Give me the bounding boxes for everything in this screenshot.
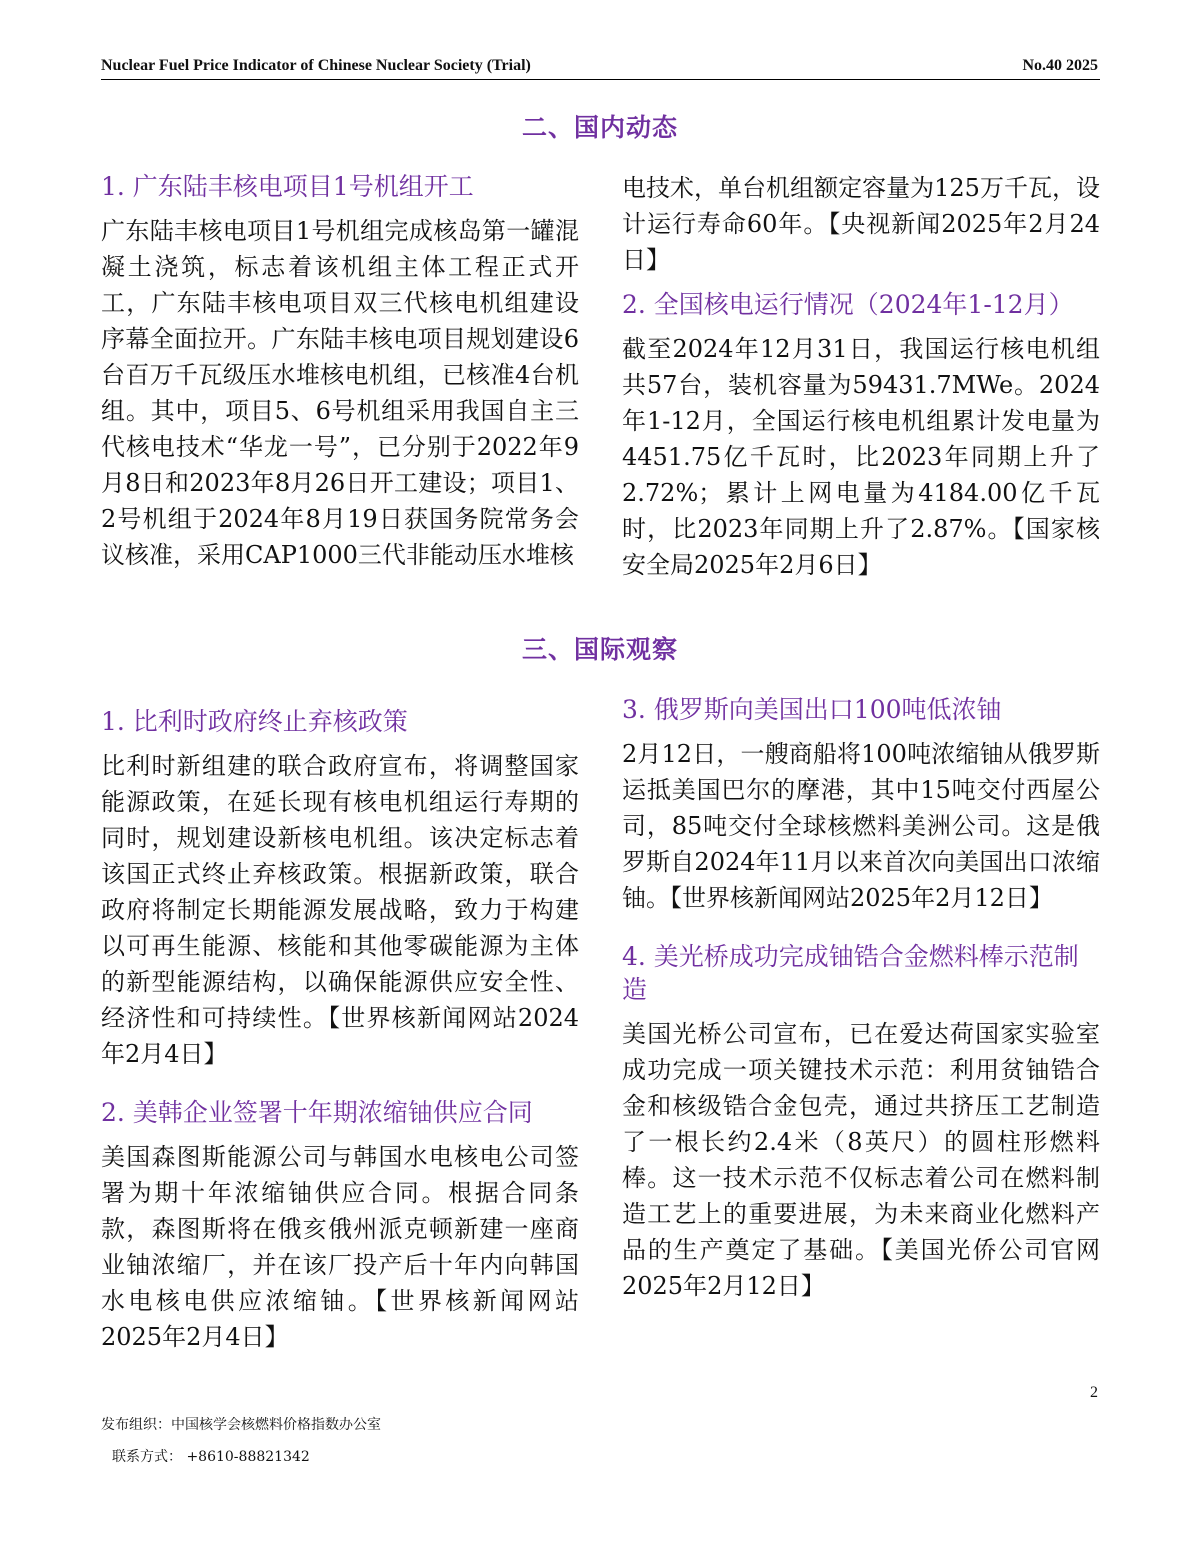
domestic-item-2-body: 截至2024年12月31日，我国运行核电机组共57台，装机容量为59431.7MWe。2024年1-12月，全国运行核电机组累计发电量为4451.75亿千瓦时，比2023年同期上升了2.72%；累计上网电量为4184.00亿千瓦时，比2023年同期上升了2.87%。【国家核安全局2025年2月6日】 — [622, 335, 1100, 579]
domestic-item-1-body-continued: 电技术，单台机组额定容量为125万千瓦，设计运行寿命60年。【央视新闻2025年2月24日】 — [622, 174, 1100, 274]
international-left-column — [101, 705, 579, 1355]
section-title-domestic: 二、国内动态 — [521, 113, 678, 142]
international-item-1-title: 1. 比利时政府终止弃核政策 — [101, 707, 408, 736]
page-header — [101, 55, 1100, 80]
footer-contact: 联系方式： +8610-88821342 — [112, 1449, 310, 1465]
domestic-left-column — [101, 170, 579, 573]
international-item-1-body: 比利时新组建的联合政府宣布，将调整国家能源政策，在延长现有核电机组运行寿期的同时，规划建设新核电机组。该决定标志着该国正式终止弃核政策。根据新政策，联合政府将制定长期能源发展战略，致力于构建以可再生能源、核能和其他零碳能源为主体的新型能源结构，以确保能源供应安全性、经济性和可持续性。【世界核新闻网站2024年2月4日】 — [101, 752, 579, 1068]
domestic-right-column — [622, 170, 1100, 583]
international-item-3-body: 2月12日，一艘商船将100吨浓缩铀从俄罗斯运抵美国巴尔的摩港，其中15吨交付西屋公司，85吨交付全球核燃料美洲公司。这是俄罗斯自2024年11月以来首次向美国出口浓缩铀。【世界核新闻网站2025年2月12日】 — [622, 740, 1100, 912]
international-item-3-title: 3. 俄罗斯向美国出口100吨低浓铀 — [622, 695, 1002, 724]
international-item-4-body: 美国光桥公司宣布，已在爱达荷国家实验室成功完成一项关键技术示范：利用贫铀锆合金和核级锆合金包壳，通过共挤压工艺制造了一根长约2.4米（8英尺）的圆柱形燃料棒。这一技术示范不仅标志着公司在燃料制造工艺上的重要进展，为未来商业化燃料产品的生产奠定了基础。【美国光侨公司官网2025年2月12日】 — [622, 1020, 1100, 1300]
domestic-item-2-title: 2. 全国核电运行情况（2024年1-12月） — [622, 290, 1074, 319]
section-title-international: 三、国际观察 — [521, 635, 678, 664]
international-item-2-body: 美国森图斯能源公司与韩国水电核电公司签署为期十年浓缩铀供应合同。根据合同条款，森图斯将在俄亥俄州派克顿新建一座商业铀浓缩厂，并在该厂投产后十年内向韩国水电核电供应浓缩铀。【世界核新闻网站2025年2月4日】 — [101, 1143, 579, 1351]
international-item-4-title: 4. 美光桥成功完成铀锆合金燃料棒示范制造 — [622, 942, 1079, 1004]
issue-number: No.40 2025 — [1022, 57, 1098, 74]
publication-title: Nuclear Fuel Price Indicator of Chinese Nuclear Society (Trial) — [101, 57, 531, 74]
footer-publisher: 发布组织：中国核学会核燃料价格指数办公室 — [101, 1417, 381, 1433]
domestic-item-1-body: 广东陆丰核电项目1号机组完成核岛第一罐混凝土浇筑，标志着该机组主体工程正式开工，广东陆丰核电项目双三代核电机组建设序幕全面拉开。广东陆丰核电项目规划建设6台百万千瓦级压水堆核电机组，已核准4台机组。其中，项目5、6号机组采用我国自主三代核电技术“华龙一号”，已分别于2022年9月8日和2023年8月26日开工建设；项目1、2号机组于2024年8月19日获国务院常务会议核准，采用CAP1000三代非能动压水堆核 — [101, 217, 579, 569]
international-right-column — [622, 693, 1100, 1304]
domestic-item-1-title: 1. 广东陆丰核电项目1号机组开工 — [101, 172, 474, 201]
page-number: 2 — [1090, 1384, 1098, 1401]
international-item-2-title: 2. 美韩企业签署十年期浓缩铀供应合同 — [101, 1098, 533, 1127]
